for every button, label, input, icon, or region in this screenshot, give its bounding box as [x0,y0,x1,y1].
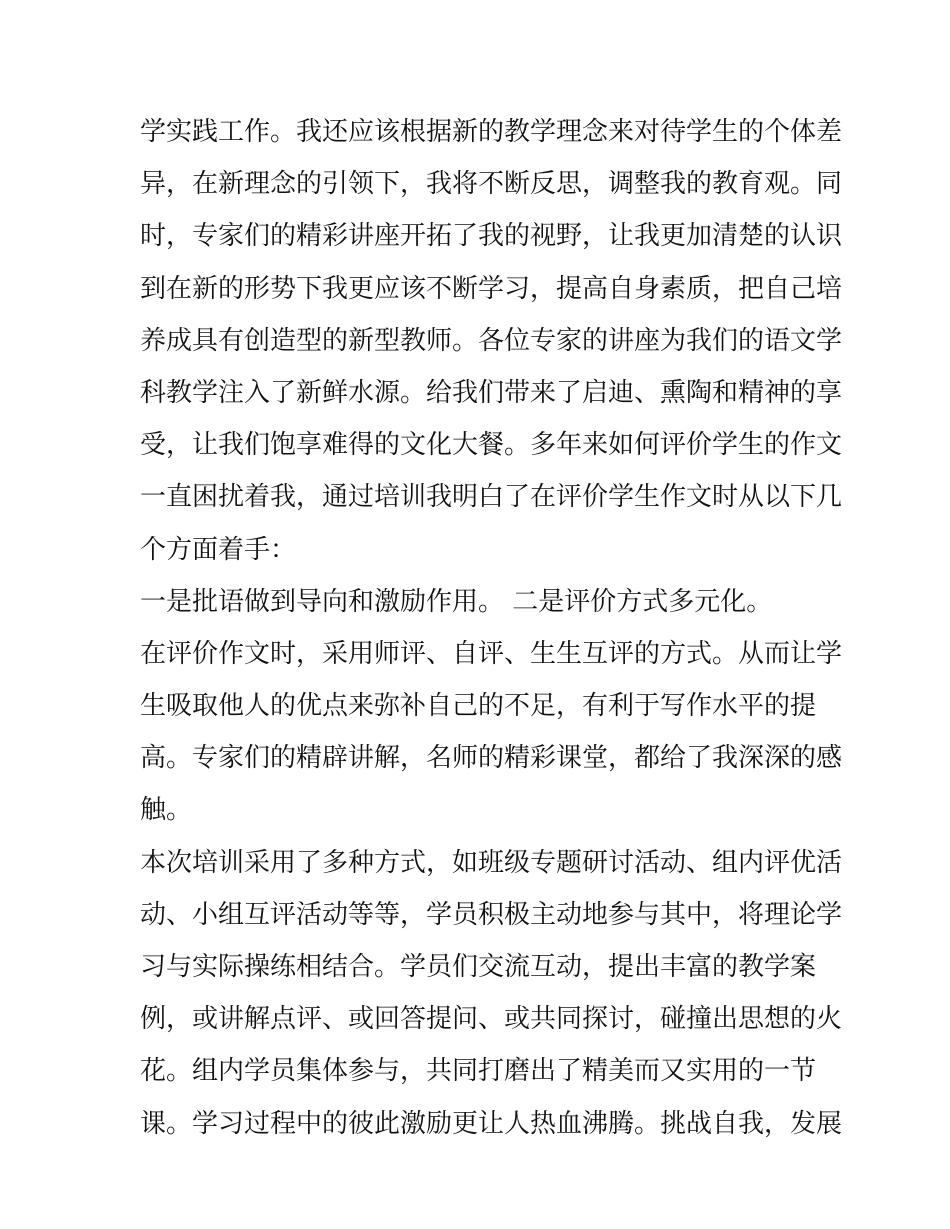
text-line: 动、小组互评活动等等，学员积极主动地参与其中，将理论学 [140,899,843,930]
text-line: 生吸取他人的优点来弥补自己的不足，有利于写作水平的提 [140,691,817,722]
body-text [140,106,843,1150]
text-line: 异，在新理念的引领下，我将不断反思，调整我的教育观。同 [140,169,843,200]
text-line: 本次培训采用了多种方式，如班级专题研讨活动、组内评优活 [140,847,843,878]
text-line: 习与实际操练相结合。学员们交流互动，提出丰富的教学案 [140,952,817,982]
text-line: 个方面着手： [140,534,297,565]
text-line: 科教学注入了新鲜水源。给我们带来了启迪、熏陶和精神的享 [140,377,843,408]
text-line: 到在新的形势下我更应该不断学习，提高自身素质，把自己培 [140,273,843,304]
text-line: 学实践工作。我还应该根据新的教学理念来对待学生的个体差 [140,117,843,147]
text-line: 课。学习过程中的彼此激励更让人热血沸腾。挑战自我，发展 [140,1108,843,1139]
text-line: 例，或讲解点评、或回答提问、或共同探讨，碰撞出思想的火 [140,1004,843,1035]
text-line: 一直困扰着我，通过培训我明白了在评价学生作文时从以下几 [140,482,843,513]
text-line: 时，专家们的精彩讲座开拓了我的视野，让我更加清楚的认识 [140,221,843,252]
text-line: 一是批语做到导向和激励作用。 二是评价方式多元化。 [140,586,773,617]
text-line: 受，让我们饱享难得的文化大餐。多年来如何评价学生的作文 [140,430,843,461]
text-line: 在评价作文时，采用师评、自评、生生互评的方式。从而让学 [140,638,843,669]
text-line: 花。组内学员集体参与，共同打磨出了精美而又实用的一节 [140,1056,817,1087]
text-line: 养成具有创造型的新型教师。各位专家的讲座为我们的语文学 [140,325,843,356]
text-line: 触。 [140,795,193,826]
text-line: 高。专家们的精辟讲解，名师的精彩课堂，都给了我深深的感 [140,743,843,774]
